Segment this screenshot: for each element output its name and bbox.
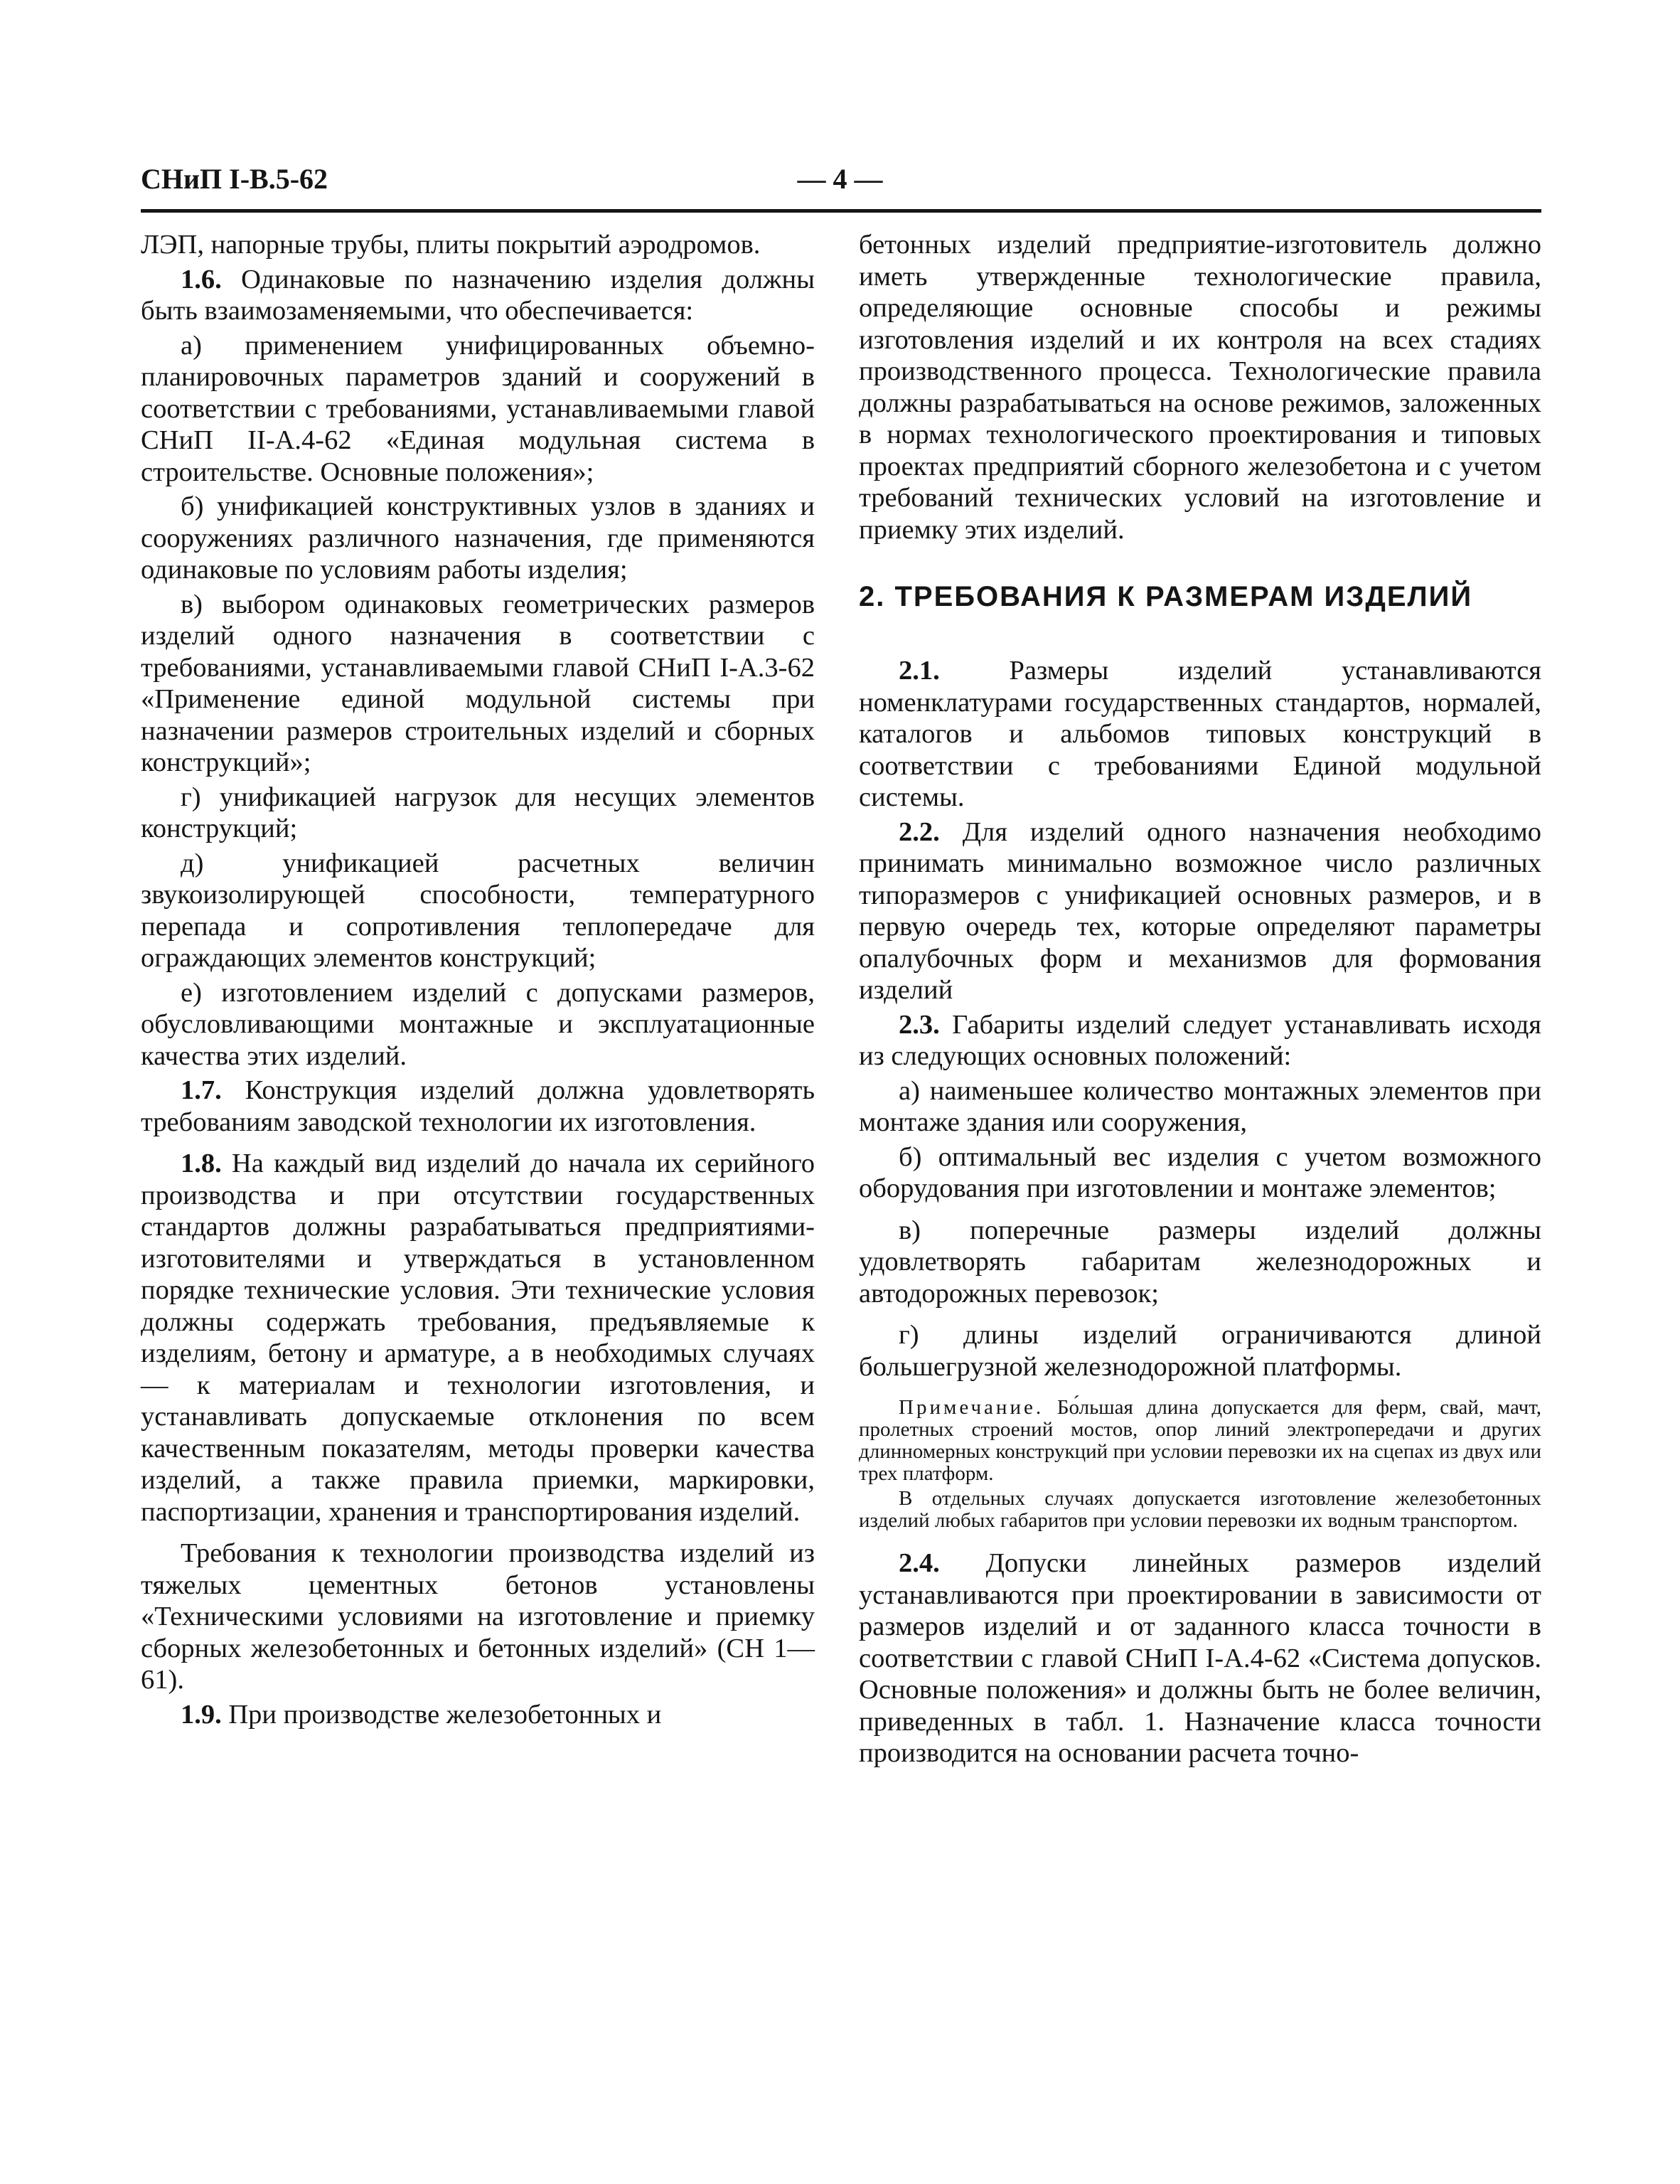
paragraph <box>141 229 815 261</box>
paragraph-text: Требования к технологии производства изделий из тяжелых цементных бетонов установлены «Техническими условиями на изготовление и приемку сборных железобетонных и бетонных изделий» (СН 1—61). <box>141 1538 815 1695</box>
paragraph-text: Одинаковые по назначению изделия должны быть взаимозаменяемыми, что обеспечивается: <box>141 264 815 326</box>
paragraph <box>141 264 815 327</box>
paragraph <box>141 330 815 489</box>
paragraph-text: г) длины изделий ограничиваются длиной большегрузной железнодорожной платформы. <box>859 1320 1541 1382</box>
paragraph-text: а) наименьшее количество монтажных элементов при монтаже здания или сооружения, <box>859 1075 1541 1137</box>
clause-number: 1.8. <box>181 1149 222 1178</box>
paragraph-text: бетонных изделий предприятие-изготовитель должно иметь утвержденные технологические правила, определяющие основные способы и режимы изготовления изделий и их контроля на всех стадиях производственного процесса. Технологические правила должны разрабатываться на основе режимов, заложенных в нормах технологического проектирования и типовых проектах предприятий сборного железобетона и с учетом требований технических условий на изготовление и приемку этих изделий. <box>859 230 1541 545</box>
right-column-main <box>859 655 1541 1383</box>
right-column-top <box>859 229 1541 545</box>
paragraph <box>859 1075 1541 1139</box>
paragraph-text: Для изделий одного назначения необходимо принимать минимально возможное число различных типоразмеров с унификацией основных размеров, и в первую очередь тех, которые определяют параметры опалубочных форм и механизмов для формования изделий <box>859 816 1541 1005</box>
paragraph-text: г) унификацией нагрузок для несущих элементов конструкций; <box>141 782 815 843</box>
paragraph-text: а) применением унифицированных объемно-планировочных параметров зданий и сооружений в соответствии с требованиями, устанавливаемыми главой СНиП II-А.4-62 «Единая модульная система в строительстве. Основные положения»; <box>141 330 815 487</box>
page-header <box>141 162 1539 205</box>
paragraph-text: ЛЭП, напорные трубы, плиты покрытий аэродромов. <box>141 230 761 260</box>
clause-number: 2.4. <box>899 1548 940 1578</box>
paragraph <box>141 1538 815 1696</box>
clause-number: 1.6. <box>181 264 222 294</box>
paragraph <box>141 977 815 1072</box>
paragraph <box>141 1699 815 1731</box>
paragraph <box>859 1548 1541 1769</box>
document-code: СНиП I-В.5-62 <box>141 163 328 195</box>
paragraph-text: б) оптимальный вес изделия с учетом возможного оборудования при изготовлении и монтаже элементов; <box>859 1141 1541 1203</box>
paragraph <box>859 1319 1541 1383</box>
paragraph-text: На каждый вид изделий до начала их серийного производства и при отсутствии государственных стандартов должны разрабатываться предприятиями-изготовителями и утверждаться в установленном порядке технические условия. Эти технические условия должны содержать требования, предъявляемые к изделиям, бетону и арматуре, а в необходимых случаях — к материалам и технологии изготовления, и устанавливать допускаемые отклонения по всем качественным показателям, методы проверки качества изделий, а также правила приемки, маркировки, паспортизации, хранения и транспортирования изделий. <box>141 1149 815 1527</box>
clause-number: 2.3. <box>899 1009 940 1040</box>
paragraph <box>141 1075 815 1138</box>
paragraph <box>141 782 815 845</box>
paragraph-text: д) унификацией расчетных величин звукоизолирующей способности, температурного перепада и сопротивления теплопередаче для ограждающих элементов конструкций; <box>141 848 815 973</box>
paragraph-text: в) выбором одинаковых геометрических размеров изделий одного назначения в соответствии с требованиями, устанавливаемыми главой СНиП I-А.3-62 «Применение единой модульной системы при назначении размеров строительных изделий и сборных конструкций»; <box>141 589 815 777</box>
paragraph <box>859 816 1541 1006</box>
paragraph <box>141 589 815 779</box>
paragraph <box>859 1141 1541 1205</box>
paragraph-text: Конструкция изделий должна удовлетворять требованиям заводской технологии их изготовления. <box>141 1075 815 1137</box>
paragraph <box>859 655 1541 814</box>
paragraph <box>141 848 815 974</box>
note-paragraph-2: В отдельных случаях допускается изготовление железобетонных изделий любых габаритов при условии перевозки их водным транспортом. <box>859 1487 1541 1532</box>
clause-number: 1.7. <box>181 1075 222 1105</box>
paragraph-text: е) изготовлением изделий с допусками размеров, обусловливающими монтажные и эксплуатационные качества этих изделий. <box>141 977 815 1071</box>
clause-number: 2.2. <box>899 816 940 847</box>
note-paragraph <box>859 1397 1541 1485</box>
paragraph <box>141 491 815 586</box>
paragraph-text: Размеры изделий устанавливаются номенклатурами государственных стандартов, нормалей, каталогов и альбомов типовых конструкций в соответствии с требованиями Единой модульной системы. <box>859 656 1541 812</box>
right-column <box>859 229 1541 1772</box>
paragraph-text: в) поперечные размеры изделий должны удовлетворять габаритам железнодорожных и автодорожных перевозок; <box>859 1215 1541 1309</box>
paragraph-text: б) унификацией конструктивных узлов в зданиях и сооружениях различного назначения, где применяются одинаковые по условиям работы изделия; <box>141 491 815 585</box>
paragraph-text: При производстве железобетонных и <box>228 1699 662 1730</box>
paragraph-text: Габариты изделий следует устанавливать исходя из следующих основных положений: <box>859 1009 1541 1071</box>
paragraph <box>859 229 1541 545</box>
page-number: — 4 — <box>797 163 883 195</box>
paragraph <box>859 1215 1541 1310</box>
header-rule <box>141 209 1541 213</box>
note-text-1: Бо́льшая длина допускается для ферм, свай, мачт, пролетных строений мостов, опор линий электропередачи и других длинномерных конструкций при условии перевозки их на сцепах из двух или трех платформ. <box>859 1396 1542 1485</box>
left-column <box>141 229 815 1733</box>
clause-number: 1.9. <box>181 1699 222 1730</box>
note-block <box>859 1397 1541 1532</box>
paragraph <box>141 1148 815 1528</box>
right-column-bottom <box>859 1548 1541 1769</box>
section-title: 2. ТРЕБОВАНИЯ К РАЗМЕРАМ ИЗДЕЛИЙ <box>859 581 1473 612</box>
clause-number: 2.1. <box>899 656 940 686</box>
paragraph-text: Допуски линейных размеров изделий устанавливаются при проектировании в зависимости от размеров изделий и от заданного класса точности в соответствии с главой СНиП I-А.4-62 «Система допусков. Основные положения» и должны быть не более величин, приведенных в табл. 1. Назначение класса точности производится на основании расчета точно- <box>859 1548 1541 1768</box>
paragraph <box>859 1009 1541 1072</box>
note-label: Примечание. <box>899 1396 1044 1419</box>
